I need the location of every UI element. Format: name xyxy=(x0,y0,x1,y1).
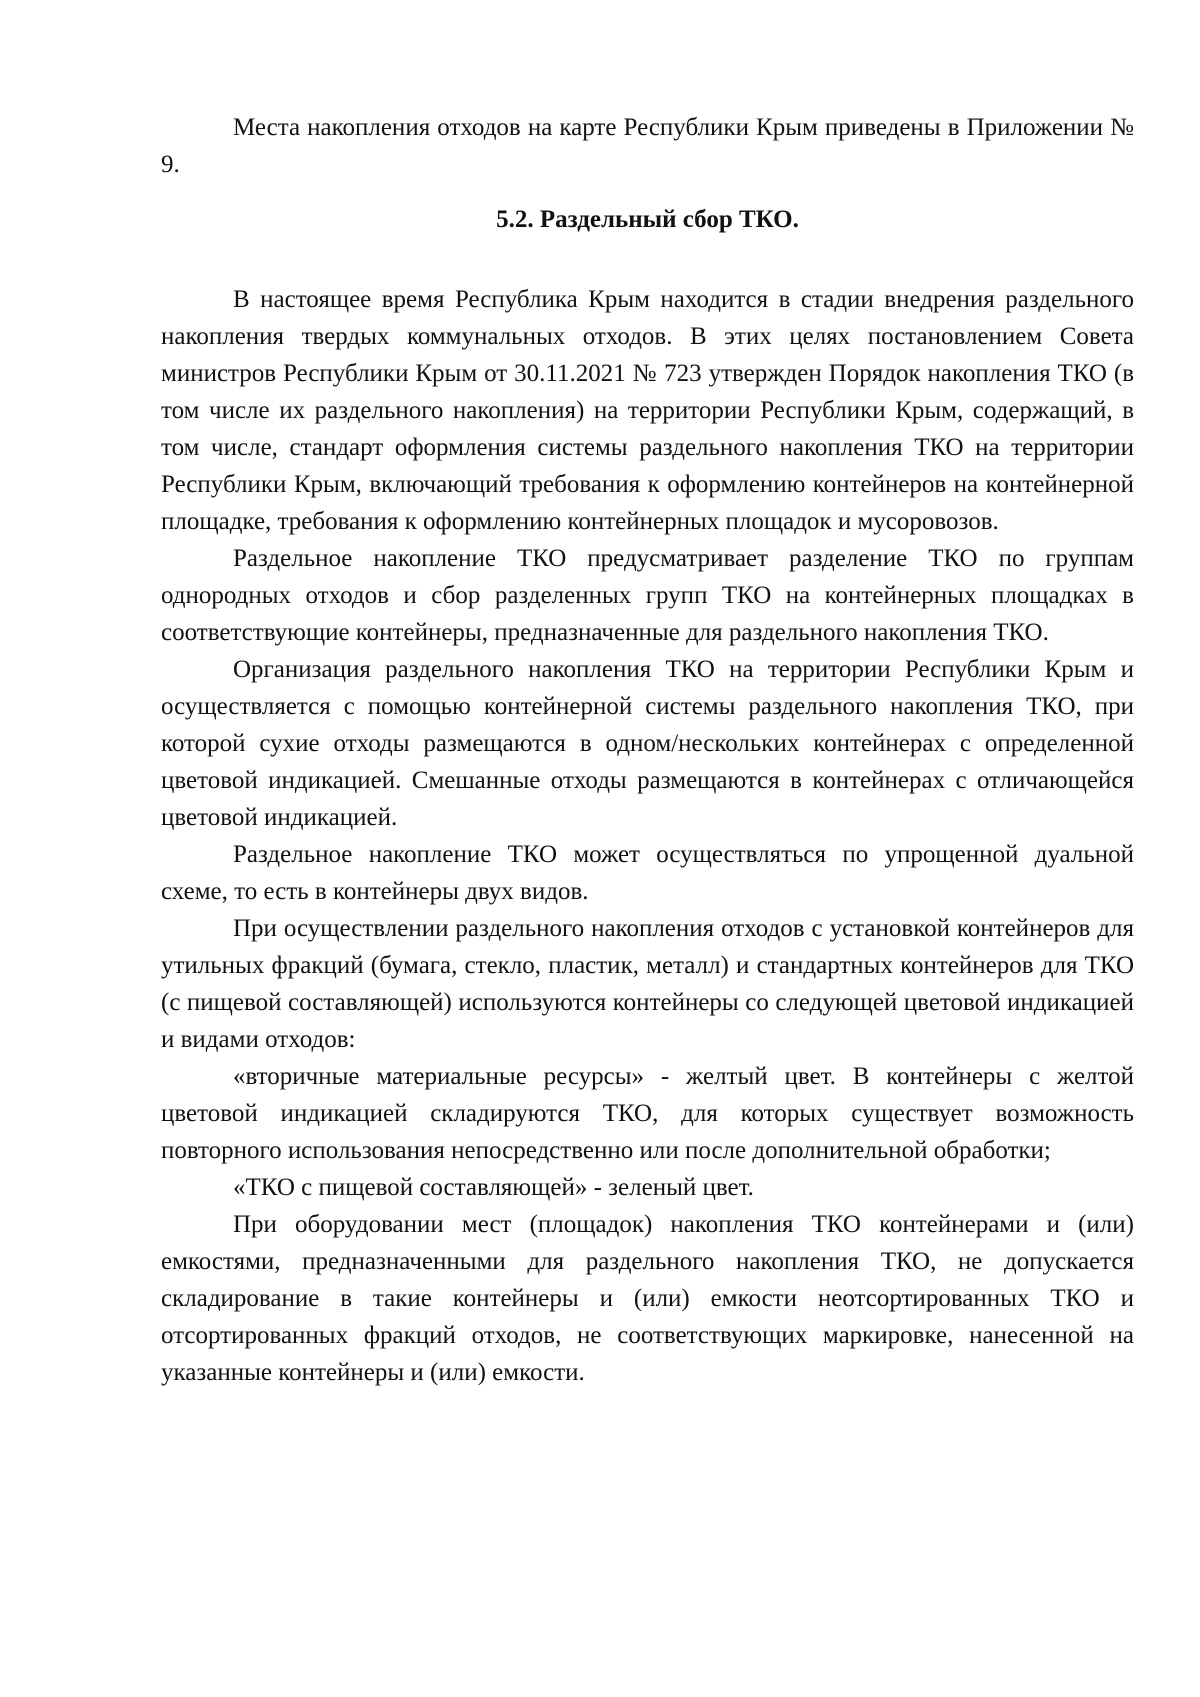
paragraph-7: «ТКО с пищевой составляющей» - зеленый цвет. xyxy=(233,1174,754,1201)
document-body xyxy=(161,109,1134,1391)
paragraph-3: Организация раздельного накопления ТКО на территории Республики Крым и осуществляется с помощью контейнерной системы раздельного накопления ТКО, при которой сухие отходы размещаются в одном/нескольких контейнерах с определенной цветовой индикацией. Смешанные отходы размещаются в контейнерах с отличающейся цветовой индикацией. xyxy=(161,656,1134,831)
paragraph-6: «вторичные материальные ресурсы» - желтый цвет. В контейнеры с желтой цветовой индикацией складируются ТКО, для которых существует возможность повторного использования непосредственно или после дополнительной обработки; xyxy=(161,1063,1134,1164)
paragraph-8: При оборудовании мест (площадок) накопления ТКО контейнерами и (или) емкостями, предназначенными для раздельного накопления ТКО, не допускается складирование в такие контейнеры и (или) емкости неотсортированных ТКО и отсортированных фракций отходов, не соответствующих маркировке, нанесенной на указанные контейнеры и (или) емкости. xyxy=(161,1211,1134,1386)
paragraph-5: При осуществлении раздельного накопления отходов с установкой контейнеров для утильных фракций (бумага, стекло, пластик, металл) и стандартных контейнеров для ТКО (с пищевой составляющей) используются контейнеры со следующей цветовой индикацией и видами отходов: xyxy=(161,915,1134,1053)
paragraph-4: Раздельное накопление ТКО может осуществляться по упрощенной дуальной схеме, то есть в контейнеры двух видов. xyxy=(161,841,1134,905)
paragraph-1: В настоящее время Республика Крым находится в стадии внедрения раздельного накопления твердых коммунальных отходов. В этих целях постановлением Совета министров Республики Крым от 30.11.2021 № 723 утвержден Порядок накопления ТКО (в том числе их раздельного накопления) на территории Республики Крым, содержащий, в том числе, стандарт оформления системы раздельного накопления ТКО на территории Республики Крым, включающий требования к оформлению контейнеров на контейнерной площадке, требования к оформлению контейнерных площадок и мусоровозов. xyxy=(161,286,1134,535)
section-heading: 5.2. Раздельный сбор ТКО. xyxy=(496,206,799,233)
paragraph-2: Раздельное накопление ТКО предусматривает разделение ТКО по группам однородных отходов и сбор разделенных групп ТКО на контейнерных площадках в соответствующие контейнеры, предназначенные для раздельного накопления ТКО. xyxy=(161,545,1134,646)
intro-paragraph: Места накопления отходов на карте Республики Крым приведены в Приложении № 9. xyxy=(161,114,1134,178)
